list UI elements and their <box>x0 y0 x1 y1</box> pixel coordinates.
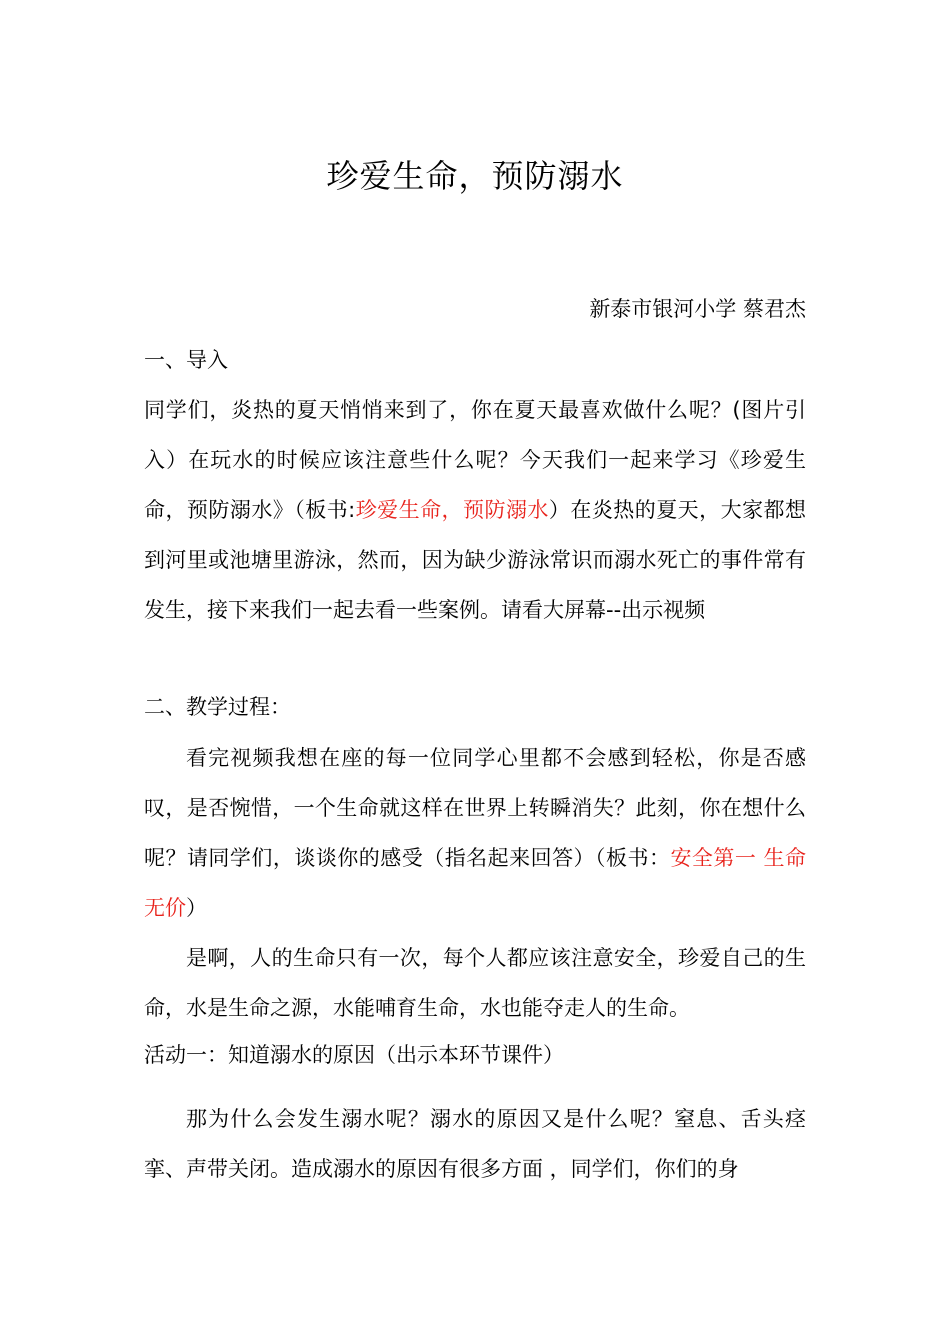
paragraph-process-2: 是啊，人的生命只有一次，每个人都应该注意安全，珍爱自己的生命，水是生命之源，水能哺育生命，水也能夺走人的生命。 <box>144 946 806 1020</box>
paragraph-intro-text-a: 同学们，炎热的夏天悄悄来到了，你在夏天最喜欢做什么呢？(图片引入）在玩水的时候应该注意些什么呢？今天我们一起来学习《珍爱生命，预防溺水》（板书: <box>144 398 806 522</box>
section-heading-process: 二、教学过程： <box>144 695 291 719</box>
board-note-red: 珍爱生命，预防溺水 <box>355 498 549 522</box>
document-title: 珍爱生命，预防溺水 <box>326 157 624 195</box>
paragraph-intro-text-b: ）在炎热的夏天，大家都想到河里或池塘里游泳，然而，因为缺少游泳常识而溺水死亡的事件常有发生，接下来我们一起去看一些案例。请看大屏幕--出示视频 <box>144 498 807 622</box>
activity-heading-1: 活动一：知道溺水的原因（出示本环节课件） <box>144 1043 564 1067</box>
paragraph-process-1-text-b: ） <box>186 896 207 920</box>
paragraph-process-1 <box>144 733 806 933</box>
paragraph-process-1-text-a: 看完视频我想在座的每一位同学心里都不会感到轻松，你是否感叹，是否惋惜，一个生命就这样在世界上转瞬消失？此刻，你在想什么呢？请同学们，谈谈你的感受（指名起来回答）（板书： <box>144 746 806 870</box>
section-heading-intro: 一、导入 <box>144 348 228 372</box>
author-line: 新泰市银河小学 蔡君杰 <box>589 297 806 321</box>
board-note-safety-red: 安全第一 生命无价 <box>144 846 806 920</box>
paragraph-activity-1: 那为什么会发生溺水呢？溺水的原因又是什么呢？窒息、舌头痉挛、声带关闭。造成溺水的原因有很多方面 ，同学们，你们的身 <box>144 1107 806 1181</box>
paragraph-intro <box>144 385 806 635</box>
